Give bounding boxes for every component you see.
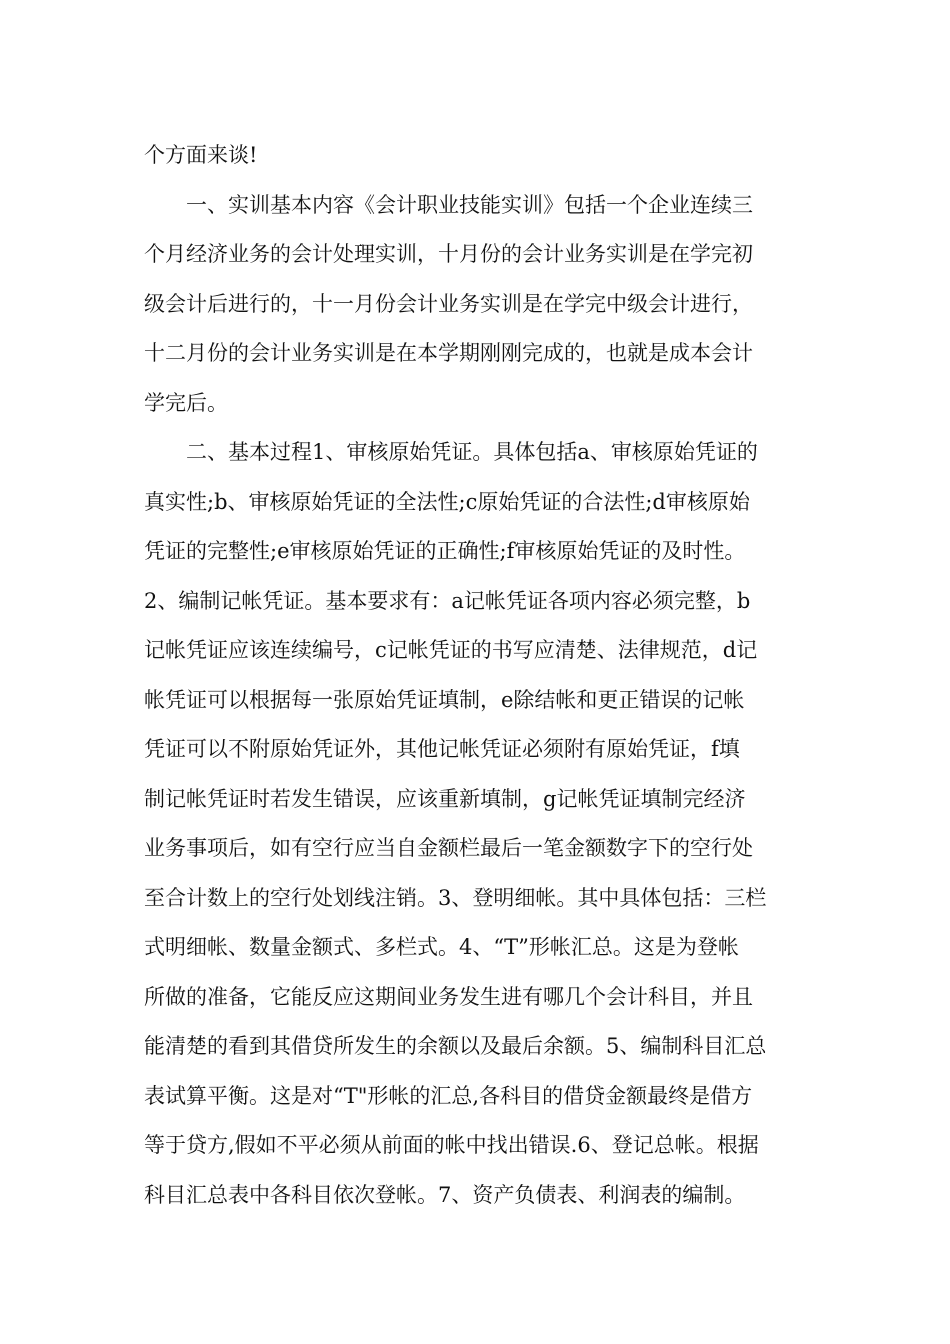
text-line: 个月经济业务的会计处理实训，十月份的会计业务实训是在学完初 xyxy=(144,242,753,266)
text-line: 学完后。 xyxy=(144,390,228,415)
text-line: 2、编制记帐凭证。基本要求有：a记帐凭证各项内容必须完整，b xyxy=(144,588,751,613)
text-line: 凭证可以不附原始凭证外，其他记帐凭证必须附有原始凭证，f填 xyxy=(144,737,740,761)
text-line: 帐凭证可以根据每一张原始凭证填制，e除结帐和更正错误的记帐 xyxy=(144,687,745,712)
text-line: 制记帐凭证时若发生错误，应该重新填制，g记帐凭证填制完经济 xyxy=(144,786,746,811)
text-line: 能清楚的看到其借贷所发生的余额以及最后余额。5、编制科目汇总 xyxy=(144,1034,767,1058)
text-line: 科目汇总表中各科目依次登帐。7、资产负债表、利润表的编制。 xyxy=(144,1182,746,1207)
body-text xyxy=(144,131,814,1220)
text-line: 凭证的完整性;e审核原始凭证的正确性;f审核原始凭证的及时性。 xyxy=(144,539,746,563)
text-line: 二、基本过程1、审核原始凭证。具体包括a、审核原始凭证的 xyxy=(144,440,758,464)
text-line: 业务事项后，如有空行应当自金额栏最后一笔金额数字下的空行处 xyxy=(144,836,753,860)
text-line: 一、实训基本内容《会计职业技能实训》包括一个企业连续三 xyxy=(144,192,753,217)
text-line: 记帐凭证应该连续编号，c记帐凭证的书写应清楚、法律规范，d记 xyxy=(144,638,758,662)
text-line: 真实性;b、审核原始凭证的全法性;c原始凭证的合法性;d审核原始 xyxy=(144,489,750,514)
text-line: 表试算平衡。这是对“T"形帐的汇总,各科目的借贷金额最终是借方 xyxy=(144,1083,753,1108)
text-line: 十二月份的会计业务实训是在本学期刚刚完成的，也就是成本会计 xyxy=(144,341,753,365)
text-line: 等于贷方,假如不平必须从前面的帐中找出错误.6、登记总帐。根据 xyxy=(144,1133,759,1157)
text-line: 个方面来谈! xyxy=(144,143,258,167)
text-line: 所做的准备，它能反应这期间业务发生进有哪几个会计科目，并且 xyxy=(144,984,753,1009)
text-line: 级会计后进行的，十一月份会计业务实训是在学完中级会计进行， xyxy=(144,291,753,316)
text-line: 式明细帐、数量金额式、多栏式。4、“T”形帐汇总。这是为登帐 xyxy=(144,935,739,959)
text-line: 至合计数上的空行处划线注销。3、登明细帐。其中具体包括：三栏 xyxy=(144,885,767,910)
